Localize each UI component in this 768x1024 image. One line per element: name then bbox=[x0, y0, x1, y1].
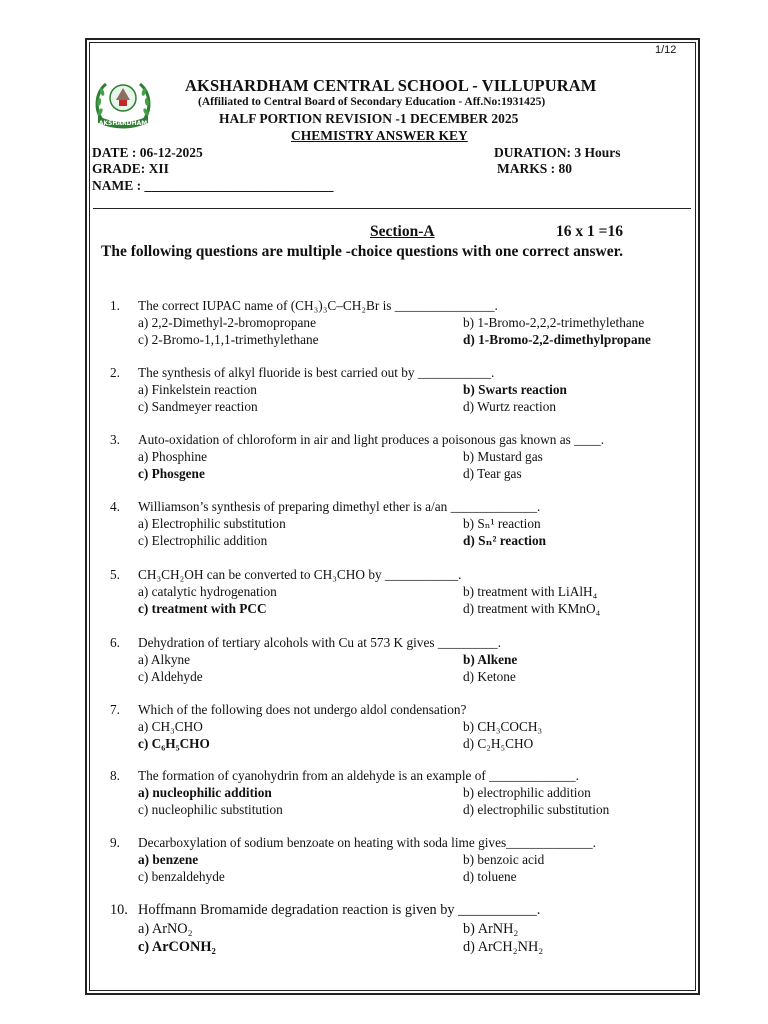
option-d: d) Tear gas bbox=[463, 466, 522, 481]
option-b: b) CH₃COCH₃ bbox=[463, 719, 543, 734]
option-a: a) 2,2-Dimethyl-2-bromopropane bbox=[138, 315, 316, 330]
option-b: b) Mustard gas bbox=[463, 449, 543, 464]
option-d: d) ArCH₂NH₂ bbox=[463, 939, 544, 955]
option-a: a) Finkelstein reaction bbox=[138, 382, 257, 397]
school-name: AKSHARDHAM CENTRAL SCHOOL - VILLUPURAM bbox=[185, 76, 597, 95]
option-d: d) C₂H₅CHO bbox=[463, 736, 534, 751]
question-stem: CH₃CH₂OH can be converted to CH₃CHO by ___________. bbox=[138, 567, 462, 582]
grade-field: GRADE: XII bbox=[92, 161, 169, 176]
question-number: 9. bbox=[110, 835, 120, 850]
exam-title: HALF PORTION REVISION -1 DECEMBER 2025 bbox=[219, 111, 519, 126]
option-c: c) 2-Bromo-1,1,1-trimethylethane bbox=[138, 332, 319, 347]
duration-field: DURATION: 3 Hours bbox=[494, 145, 621, 160]
option-c: c) treatment with PCC bbox=[138, 601, 267, 616]
section-title: Section-A bbox=[370, 223, 435, 240]
option-c: c) C₆H₅CHO bbox=[138, 736, 210, 751]
question-number: 5. bbox=[110, 567, 120, 582]
question-stem: The correct IUPAC name of (CH₃)₃C–CH₂Br is _______________. bbox=[138, 298, 498, 313]
question-number: 8. bbox=[110, 768, 120, 783]
option-a: a) nucleophilic addition bbox=[138, 785, 272, 800]
option-a: a) Alkyne bbox=[138, 652, 191, 667]
option-b: b) Alkene bbox=[463, 652, 518, 667]
option-a: a) catalytic hydrogenation bbox=[138, 584, 277, 599]
option-d: d) electrophilic substitution bbox=[463, 802, 610, 817]
option-c: c) Phosgene bbox=[138, 466, 205, 481]
option-a: a) benzene bbox=[138, 852, 199, 867]
option-b: b) treatment with LiAlH₄ bbox=[463, 584, 598, 599]
date-field: DATE : 06-12-2025 bbox=[92, 145, 203, 160]
question-number: 4. bbox=[110, 499, 120, 514]
option-d: d) Ketone bbox=[463, 669, 516, 684]
affiliation: (Affiliated to Central Board of Secondary Education - Aff.No:1931425) bbox=[198, 96, 546, 108]
section-instruction: The following questions are multiple -choice questions with one correct answer. bbox=[101, 243, 623, 260]
option-c: c) ArCONH₂ bbox=[138, 939, 216, 955]
section-marks: 16 x 1 =16 bbox=[556, 223, 623, 240]
paper-title: CHEMISTRY ANSWER KEY bbox=[291, 128, 468, 143]
school-logo bbox=[92, 76, 154, 134]
option-d: d) Wurtz reaction bbox=[463, 399, 556, 414]
option-b: b) benzoic acid bbox=[463, 852, 545, 867]
option-b: b) ArNH₂ bbox=[463, 921, 519, 937]
option-a: a) ArNO₂ bbox=[138, 921, 193, 937]
question-stem: Which of the following does not undergo aldol condensation? bbox=[138, 702, 467, 717]
option-a: a) Phosphine bbox=[138, 449, 208, 464]
option-c: c) Sandmeyer reaction bbox=[138, 399, 258, 414]
question-stem: Dehydration of tertiary alcohols with Cu at 573 K gives _________. bbox=[138, 635, 502, 650]
logo-text: AKSHARDHAM bbox=[98, 120, 148, 127]
page-number: 1/12 bbox=[655, 44, 677, 56]
question-number: 1. bbox=[110, 298, 120, 313]
option-a: a) Electrophilic substitution bbox=[138, 516, 286, 531]
question-stem: Williamson’s synthesis of preparing dimethyl ether is a/an _____________. bbox=[138, 499, 541, 514]
marks-field: MARKS : 80 bbox=[497, 161, 572, 176]
question-stem: The synthesis of alkyl fluoride is best carried out by ___________. bbox=[138, 365, 495, 380]
option-d: d) Sₙ² reaction bbox=[463, 533, 547, 548]
question-number: 3. bbox=[110, 432, 120, 447]
option-b: b) 1-Bromo-2,2,2-trimethylethane bbox=[463, 315, 645, 330]
question-number: 10. bbox=[110, 902, 128, 918]
option-d: d) 1-Bromo-2,2-dimethylpropane bbox=[463, 332, 651, 347]
question-number: 7. bbox=[110, 702, 120, 717]
header-divider bbox=[93, 208, 691, 209]
question-number: 2. bbox=[110, 365, 120, 380]
question-stem: The formation of cyanohydrin from an aldehyde is an example of _____________. bbox=[138, 768, 579, 783]
question-stem: Hoffmann Bromamide degradation reaction is given by ___________. bbox=[138, 902, 541, 918]
question-number: 6. bbox=[110, 635, 120, 650]
question-stem: Decarboxylation of sodium benzoate on heating with soda lime gives_____________. bbox=[138, 835, 596, 850]
option-c: c) nucleophilic substitution bbox=[138, 802, 283, 817]
option-d: d) treatment with KMnO₄ bbox=[463, 601, 601, 616]
option-b: b) Sₙ¹ reaction bbox=[463, 516, 541, 531]
option-b: b) Swarts reaction bbox=[463, 382, 567, 397]
option-c: c) benzaldehyde bbox=[138, 869, 225, 884]
question-stem: Auto-oxidation of chloroform in air and light produces a poisonous gas known as ____. bbox=[138, 432, 605, 447]
option-c: c) Electrophilic addition bbox=[138, 533, 268, 548]
name-field: NAME : ____________________________ bbox=[92, 178, 334, 193]
option-a: a) CH₃CHO bbox=[138, 719, 203, 734]
option-b: b) electrophilic addition bbox=[463, 785, 591, 800]
option-d: d) toluene bbox=[463, 869, 517, 884]
option-c: c) Aldehyde bbox=[138, 669, 203, 684]
